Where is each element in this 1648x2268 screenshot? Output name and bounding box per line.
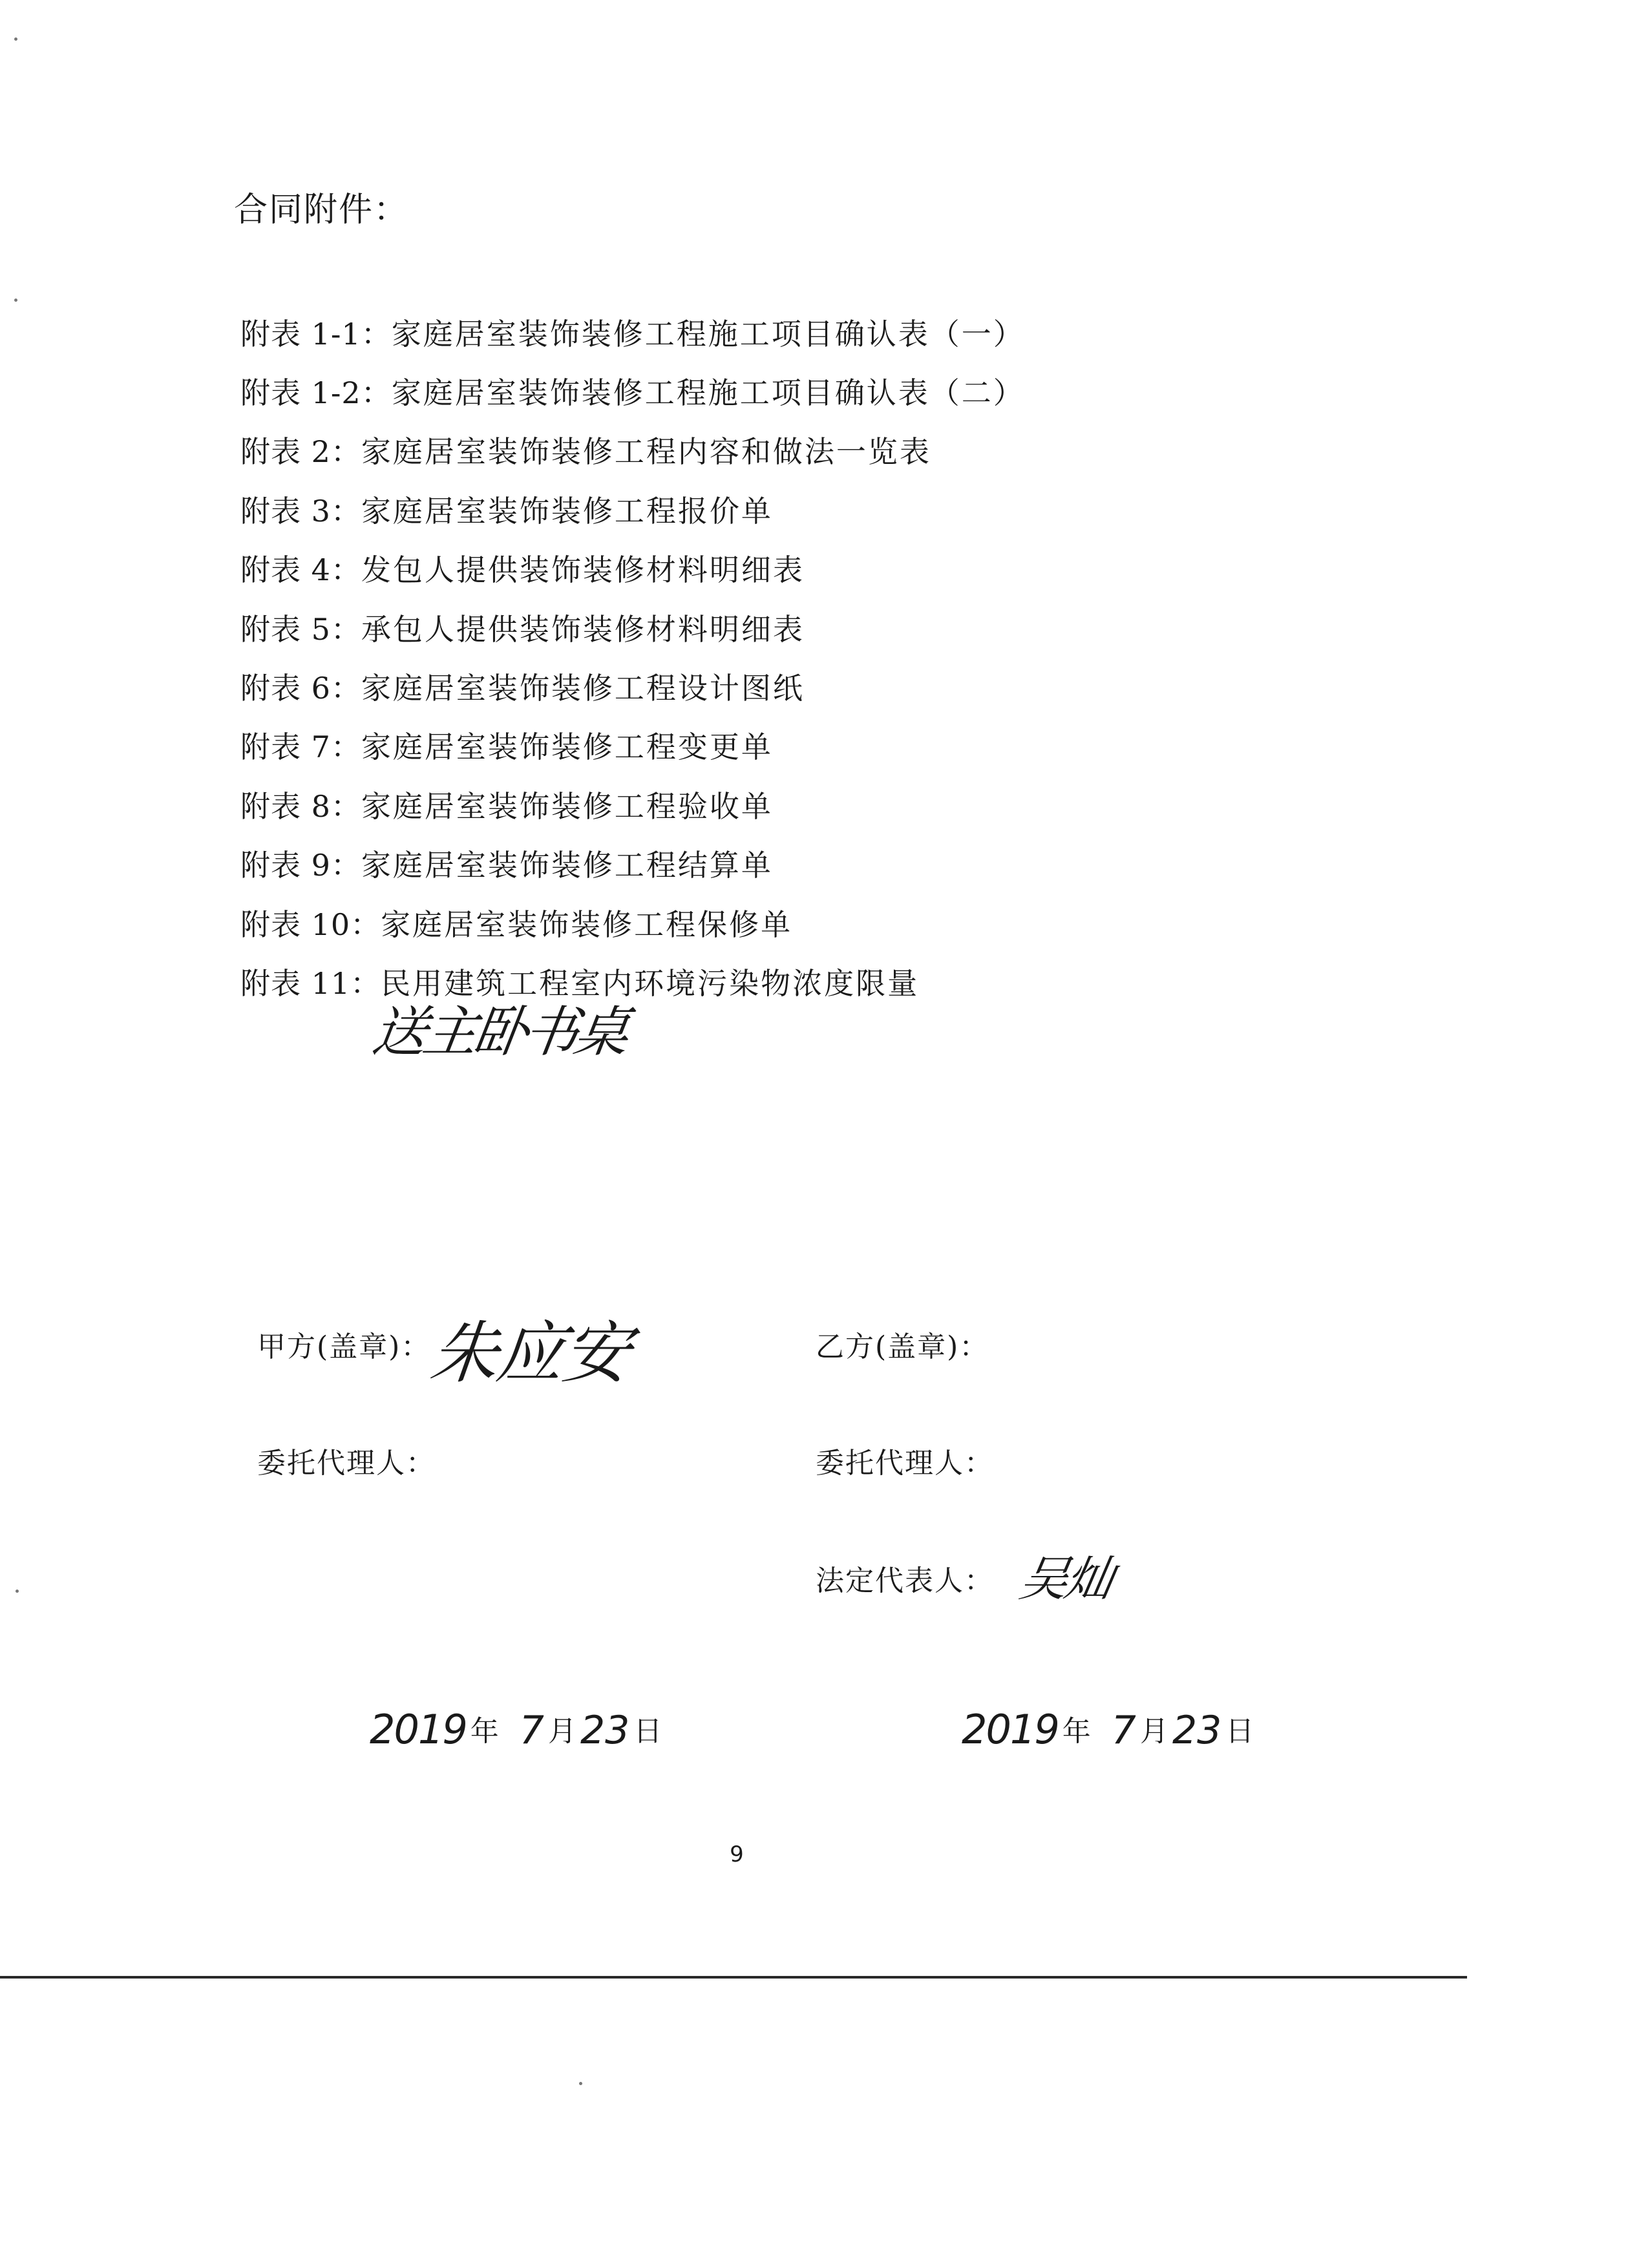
attachment-code: 附表 9： [240,848,361,883]
attachment-code: 附表 6： [240,671,361,706]
attachment-item [240,952,1025,1011]
page-title: 合同附件： [234,191,409,229]
attachment-item [240,539,1025,598]
scan-speck [16,1590,19,1593]
attachment-code: 附表 1-1： [240,316,392,352]
attachment-name: 家庭居室装饰装修工程保修单 [381,907,793,942]
attachment-name: 家庭居室装饰装修工程施工项目确认表（二） [391,375,1025,411]
party-b-legal-rep-signature: 吴灿 [1015,1551,1116,1607]
attachment-name: 家庭居室装饰装修工程内容和做法一览表 [361,434,931,470]
party-b-date-month-unit: 月 [1139,1715,1168,1748]
page-number: 9 [730,1842,744,1867]
attachment-code: 附表 10： [240,907,381,942]
party-b-date-day: 23 [1172,1708,1222,1753]
attachment-code: 附表 2： [240,434,361,470]
attachment-name: 家庭居室装饰装修工程结算单 [361,848,773,883]
scan-speck [579,2082,582,2085]
party-b-date-year: 2019 [962,1706,1059,1753]
party-b-seal-label: 乙方(盖章)： [816,1330,989,1363]
attachment-code: 附表 7： [240,730,361,765]
attachment-name: 家庭居室装饰装修工程验收单 [361,788,773,824]
attachment-item [240,598,1025,656]
attachment-item [240,421,1025,479]
attachment-name: 家庭居室装饰装修工程报价单 [361,493,773,529]
party-a-date-year-unit: 年 [470,1715,499,1748]
party-b-date [962,1706,1258,1753]
party-b-agent-label: 委托代理人： [816,1447,994,1480]
party-a-date-month-unit: 月 [547,1715,576,1748]
party-b-date-day-unit: 日 [1225,1715,1254,1748]
bottom-rule-line [0,1976,1467,1979]
attachment-item [240,716,1025,775]
attachment-code: 附表 4： [240,552,361,588]
party-b-legal-rep-label: 法定代表人： [816,1564,994,1597]
attachment-code: 附表 8： [240,788,361,824]
attachment-name: 家庭居室装饰装修工程设计图纸 [361,671,805,706]
attachment-item [240,656,1025,715]
scan-speck [14,299,17,302]
party-a-date [370,1706,666,1753]
attachment-item [240,834,1025,893]
party-b-date-year-unit: 年 [1062,1715,1091,1748]
attachment-code: 附表 3： [240,493,361,529]
attachment-code: 附表 5： [240,611,361,647]
attachment-item [240,479,1025,538]
attachment-item [240,893,1025,952]
party-a-date-day-unit: 日 [633,1715,662,1748]
party-a-date-day: 23 [580,1708,630,1753]
party-a-signature: 朱应安 [427,1314,633,1392]
attachment-name: 民用建筑工程室内环境污染物浓度限量 [381,965,920,1001]
attachment-name: 承包人提供装饰装修材料明细表 [361,611,805,647]
attachment-list [240,302,1025,1011]
party-a-seal-label: 甲方(盖章)： [257,1330,431,1363]
attachment-name: 发包人提供装饰装修材料明细表 [361,552,805,588]
attachment-code: 附表 1-2： [240,375,392,411]
attachment-name: 家庭居室装饰装修工程变更单 [361,730,773,765]
attachment-code: 附表 11： [240,965,381,1001]
scan-speck [14,37,17,41]
handwritten-note: 送主卧书桌 [368,1000,629,1064]
attachment-name: 家庭居室装饰装修工程施工项目确认表（一） [391,316,1025,352]
party-b-date-month: 7 [1111,1708,1136,1753]
party-a-date-month: 7 [519,1708,544,1753]
attachment-item [240,302,1025,361]
party-a-agent-label: 委托代理人： [257,1447,436,1480]
attachment-item [240,361,1025,420]
attachment-item [240,775,1025,834]
party-a-date-year: 2019 [370,1706,467,1753]
